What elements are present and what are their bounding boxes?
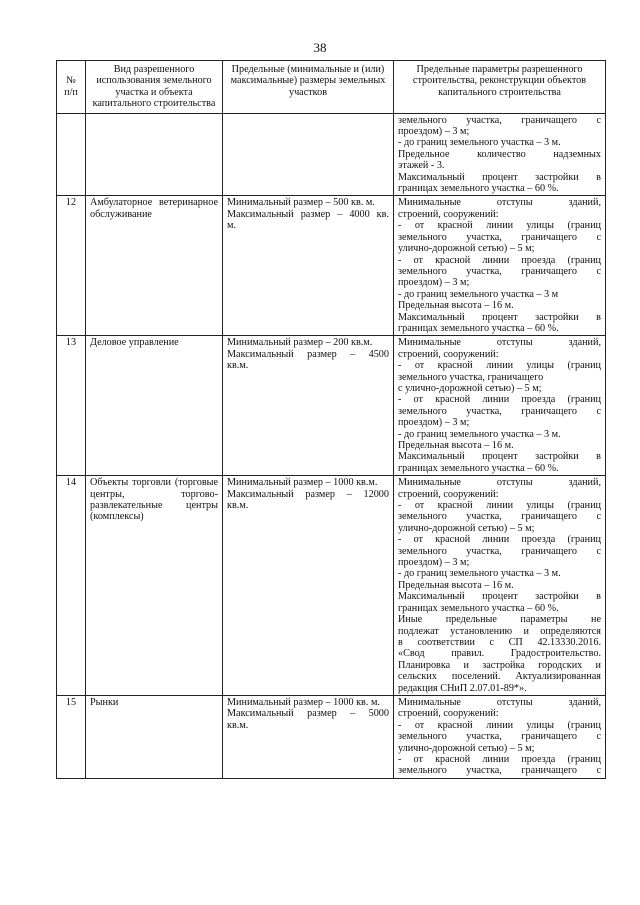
build-param-line: - до границ земельного участка – 3 м.: [398, 137, 561, 149]
build-param-line: проездом) – 3 м;: [398, 557, 470, 569]
build-params-cell: [394, 336, 606, 476]
build-param-line: Минимальные отступы зданий,: [398, 337, 601, 349]
plot-size-line: Минимальный размер – 500 кв. м.: [227, 197, 375, 209]
build-param-line: Предельное количество надземных: [398, 148, 601, 160]
build-param-line: границах земельного участка – 60 %.: [398, 602, 559, 614]
build-param-line: земельного участка, граничащего с: [398, 765, 601, 777]
build-param-line: строений, сооружений:: [398, 208, 499, 220]
row-number: 12: [57, 196, 86, 336]
build-param-line: Минимальные отступы зданий,: [398, 477, 601, 489]
build-param-line: земельного участка, граничащего: [398, 371, 544, 383]
build-param-line: подлежат установлению и определяются: [398, 625, 601, 637]
zoning-table: [56, 60, 606, 779]
build-param-line: Максимальный процент застройки в: [398, 451, 601, 463]
build-param-line: Максимальный процент застройки в: [398, 591, 601, 603]
build-param-line: границах земельного участка – 60 %.: [398, 183, 559, 195]
plot-size-line: Максимальный размер – 5000: [227, 708, 389, 720]
build-param-line: земельного участка, граничащего с: [398, 731, 601, 743]
use-type-cell: Рынки: [86, 695, 223, 778]
build-param-line: Максимальный процент застройки в: [398, 171, 601, 183]
plot-sizes-cell: [223, 476, 394, 696]
build-param-line: в соответствии с СП 42.13330.2016.: [398, 636, 601, 648]
page-number: 38: [313, 40, 327, 55]
use-type-cell: [86, 113, 223, 196]
build-param-line: Максимальный процент застройки в: [398, 311, 601, 323]
table-header-row: [57, 61, 606, 114]
build-param-line: улично-дорожной сетью) – 5 м;: [398, 742, 535, 754]
plot-size-line: кв.м.: [227, 500, 249, 512]
row-number: 13: [57, 336, 86, 476]
build-param-line: земельного участка, граничащего с: [398, 265, 601, 277]
build-param-line: сельских поселений. Актуализированная: [398, 671, 601, 683]
plot-size-line: Минимальный размер – 200 кв.м.: [227, 337, 373, 349]
plot-size-line: Максимальный размер – 4500: [227, 348, 389, 360]
build-param-line: Предельная высота – 16 м.: [398, 440, 514, 451]
build-params-cell: [394, 196, 606, 336]
plot-size-line: кв.м.: [227, 360, 249, 372]
plot-size-line: Максимальный размер – 12000: [227, 488, 389, 500]
plot-size-line: м.: [227, 220, 236, 232]
header-number: № п/п: [57, 61, 86, 114]
build-param-line: строений, сооружений:: [398, 708, 499, 720]
build-param-line: «Свод правил. Градостроительство.: [398, 648, 601, 660]
plot-size-line: кв.м.: [227, 719, 249, 731]
row-number: 14: [57, 476, 86, 696]
build-param-line: границах земельного участка – 60 %.: [398, 322, 559, 334]
plot-size-line: Минимальный размер – 1000 кв. м.: [227, 696, 380, 708]
header-plot-sizes: Предельные (минимальные и (или) максимальные) размеры земельных участков: [223, 61, 394, 114]
use-type-cell: Амбулаторное ветеринарное обслуживание: [86, 196, 223, 336]
plot-size-line: Максимальный размер – 4000 кв.: [227, 208, 389, 220]
build-param-line: Минимальные отступы зданий,: [398, 197, 601, 209]
build-params-cell: [394, 476, 606, 696]
build-param-line: - от красной линии улицы (границ: [398, 220, 601, 232]
build-param-line: проездом) – 3 м;: [398, 277, 470, 289]
plot-sizes-cell: [223, 196, 394, 336]
use-type-cell: Объекты торговли (торговые центры, торгово-развлекательные центры (комплексы): [86, 476, 223, 696]
build-param-line: - от красной линии улицы (границ: [398, 360, 601, 372]
plot-sizes-cell: [223, 113, 394, 196]
use-type-cell: Деловое управление: [86, 336, 223, 476]
header-use-type: Вид разрешенного использования земельного участка и объекта капитального строительства: [86, 61, 223, 114]
build-param-line: - до границ земельного участка – 3 м: [398, 288, 559, 300]
table-row: [57, 196, 606, 336]
build-param-line: проездом) – 3 м;: [398, 417, 470, 429]
build-param-line: земельного участка, граничащего с: [398, 405, 601, 417]
build-param-line: Минимальные отступы зданий,: [398, 696, 601, 708]
plot-size-line: Минимальный размер – 1000 кв.м.: [227, 477, 378, 489]
build-param-line: земельного участка, граничащего с: [398, 114, 601, 126]
build-param-line: - до границ земельного участка – 3 м.: [398, 568, 561, 580]
build-params-cell: [394, 695, 606, 778]
build-param-line: Планировка и застройка городских и: [398, 659, 601, 671]
build-param-line: Предельная высота – 16 м.: [398, 579, 514, 591]
build-param-line: земельного участка, граничащего с: [398, 231, 601, 243]
build-param-line: строений, сооружений:: [398, 348, 499, 360]
plot-sizes-cell: [223, 336, 394, 476]
build-param-line: границах земельного участка – 60 %.: [398, 462, 559, 474]
build-param-line: проездом) – 3 м;: [398, 126, 470, 138]
table-row: [57, 695, 606, 778]
build-param-line: земельного участка, граничащего с: [398, 511, 601, 523]
table-row: [57, 336, 606, 476]
build-param-line: Предельная высота – 16 м.: [398, 300, 514, 312]
build-param-line: с улично-дорожной сетью) – 5 м;: [398, 382, 542, 394]
build-param-line: - от красной линии проезда (границ: [398, 534, 601, 546]
build-param-line: - до границ земельного участка – 3 м.: [398, 428, 561, 440]
build-param-line: строений, сооружений:: [398, 488, 499, 500]
table-row: [57, 476, 606, 696]
build-param-line: - от красной линии проезда (границ: [398, 254, 601, 266]
plot-sizes-cell: [223, 695, 394, 778]
table-row: [57, 113, 606, 196]
build-param-line: земельного участка, граничащего с: [398, 545, 601, 557]
build-params-cell: [394, 113, 606, 196]
build-param-line: редакция СНиП 2.07.01-89*».: [398, 682, 527, 694]
build-param-line: Иные предельные параметры не: [398, 614, 601, 626]
build-param-line: улично-дорожной сетью) – 5 м;: [398, 522, 535, 534]
build-param-line: - от красной линии улицы (границ: [398, 500, 601, 512]
row-number: 15: [57, 695, 86, 778]
build-param-line: - от красной линии проезда (границ: [398, 394, 601, 406]
row-number: [57, 113, 86, 196]
build-param-line: - от красной линии проезда (границ: [398, 753, 601, 765]
build-param-line: - от красной линии улицы (границ: [398, 719, 601, 731]
build-param-line: этажей - 3.: [398, 160, 445, 172]
header-build-params: Предельные параметры разрешенного строительства, реконструкции объектов капитального строительства: [394, 61, 606, 114]
build-param-line: улично-дорожной сетью) – 5 м;: [398, 243, 535, 255]
